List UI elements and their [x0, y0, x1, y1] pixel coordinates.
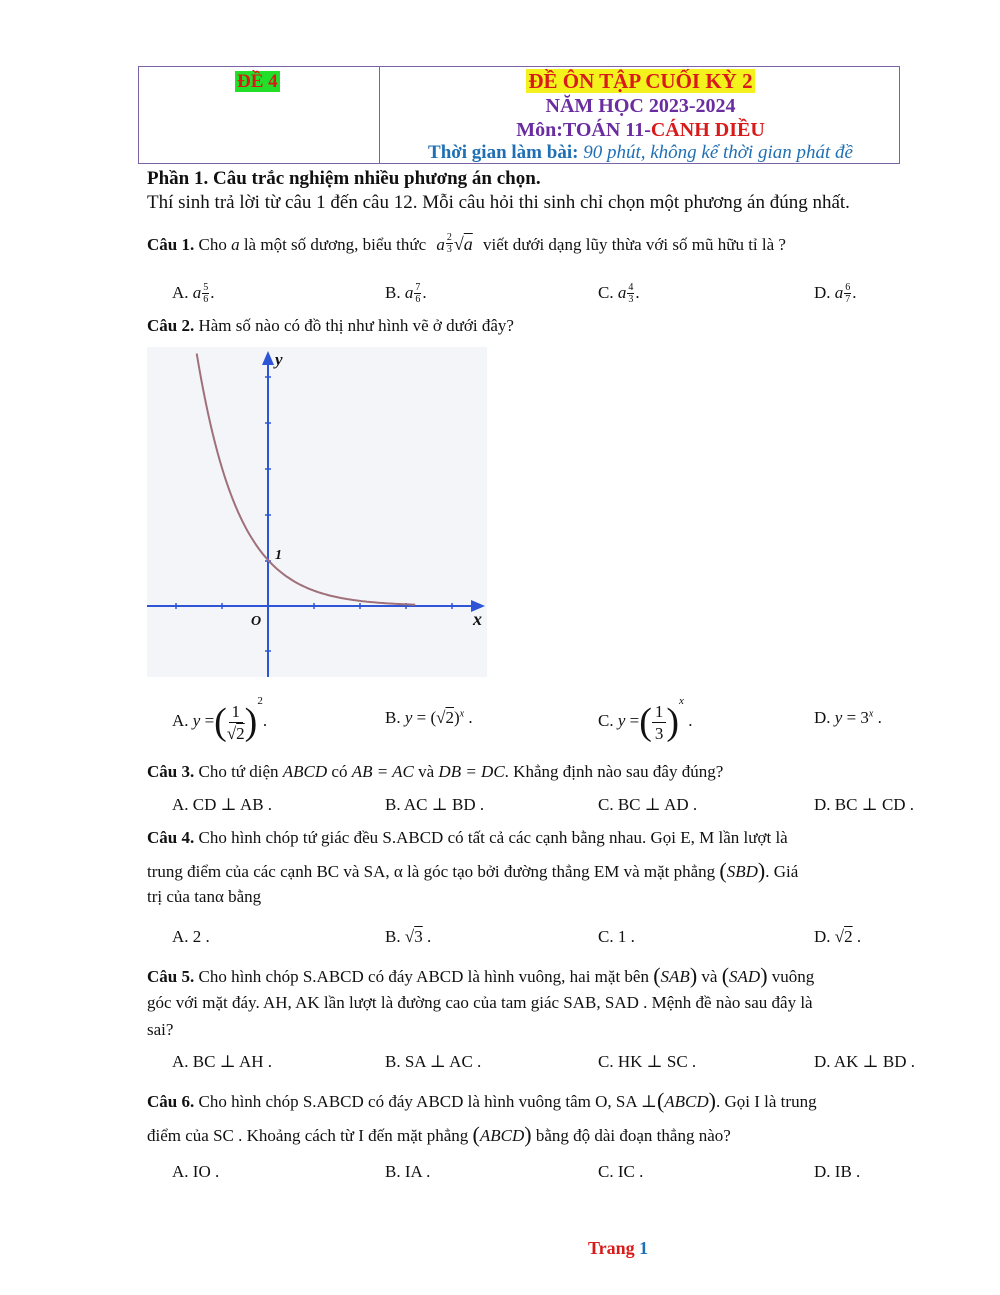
q1-expression: a $\frac{2}{3}$ √a: [436, 232, 473, 255]
q3-text-d: . Khẳng định nào sau đây đúng?: [504, 762, 724, 781]
q6-option-a[interactable]: A. IO .: [172, 1162, 220, 1181]
exam-title: ĐỀ ÔN TẬP CUỐI KỲ 2: [528, 69, 753, 93]
q4-line-1: Cho hình chóp tứ giác đều S.ABCD có tất cả các cạnh bằng nhau. Gọi E, M lần lượt là: [198, 828, 788, 847]
part1-title: Phần 1. Câu trắc nghiệm nhiều phương án chọn.: [147, 168, 541, 189]
y-axis-arrow: [262, 351, 274, 365]
q4-option-a[interactable]: A. 2 .: [172, 927, 210, 946]
q5-option-c[interactable]: C. HK ⊥ SC .: [598, 1052, 697, 1071]
exam-header-table: [138, 66, 900, 164]
graph-svg: [147, 347, 487, 677]
q5-option-b[interactable]: B. SA ⊥ AC .: [385, 1052, 482, 1071]
q5-and: và: [701, 967, 718, 986]
q3-cond-1: AB = AC: [351, 762, 414, 781]
q1-option-c[interactable]: C. a $\frac{4}{3}$ .: [598, 282, 640, 305]
intercept-label: 1: [275, 548, 282, 563]
q3-option-b[interactable]: B. AC ⊥ BD .: [385, 795, 485, 814]
question-1-label: Câu 1.: [147, 235, 195, 254]
q3-text-b: có: [331, 762, 348, 781]
q4-tail: . Giá: [765, 862, 799, 881]
time-label: Thời gian làm bài:: [428, 142, 579, 163]
question-4: [147, 828, 788, 848]
q3-shape: ABCD: [282, 762, 328, 781]
q5-plane-1: SAB: [660, 967, 690, 986]
question-5: Câu 5. Cho hình chóp S.ABCD có đáy ABCD là hình vuông, hai mặt bên (SAB) và (SAD) vuông: [147, 963, 815, 988]
q1-option-a[interactable]: A. a $\frac{5}{6}$ .: [172, 282, 215, 305]
question-6-label: Câu 6.: [147, 1092, 195, 1111]
q5-option-d[interactable]: D. AK ⊥ BD .: [814, 1052, 915, 1071]
q3-option-c[interactable]: C. BC ⊥ AD .: [598, 795, 698, 814]
q4-option-c[interactable]: C. 1 .: [598, 927, 635, 946]
question-6: Câu 6. Cho hình chóp S.ABCD có đáy ABCD là hình vuông tâm O, SA ⊥(ABCD). Gọi I là trung: [147, 1088, 817, 1113]
question-2-text: Hàm số nào có đồ thị như hình vẽ ở dưới đây?: [198, 316, 514, 335]
q1-option-d[interactable]: D. a $\frac{6}{7}$ .: [814, 282, 857, 305]
q5-tail: vuông: [771, 967, 815, 986]
q5-line-1: Cho hình chóp S.ABCD có đáy ABCD là hình vuông, hai mặt bên: [198, 967, 649, 986]
function-graph: [147, 347, 487, 677]
x-axis-label: x: [473, 609, 482, 629]
y-axis-label: y: [275, 350, 283, 369]
exponential-curve: [197, 354, 416, 605]
q5-line-2: góc với mặt đáy. AH, AK lần lượt là đường cao của tam giác SAB, SAD . Mệnh đề nào sau đây là: [147, 993, 813, 1012]
q2-option-b[interactable]: B. $y = (√2)^x$ .: [385, 708, 473, 727]
q6-option-d[interactable]: D. IB .: [814, 1162, 861, 1181]
question-5-label: Câu 5.: [147, 967, 195, 986]
part1-instruction: Thí sinh trả lời từ câu 1 đến câu 12. Mỗi câu hỏi thi sinh chỉ chọn một phương án đúng nhất.: [147, 192, 850, 213]
time-value: 90 phút, không kể thời gian phát đề: [583, 142, 853, 163]
question-2: [147, 316, 514, 336]
q6-plane-1: ABCD: [664, 1092, 709, 1111]
q4-option-d[interactable]: D. √2 .: [814, 927, 862, 946]
page-label: Trang: [588, 1238, 635, 1258]
q1-text-c: viết dưới dạng lũy thừa với số mũ hữu tỉ là ?: [483, 235, 786, 254]
question-4-label: Câu 4.: [147, 828, 195, 847]
q4-line-3: trị của tanα bằng: [147, 887, 262, 906]
subject-book: CÁNH DIỀU: [650, 119, 765, 141]
q2-option-c[interactable]: C. y =( $\frac{1}{3}$ )$^x$ .: [598, 695, 693, 744]
subject-prefix: Môn:TOÁN 11-: [516, 119, 651, 141]
question-2-label: Câu 2.: [147, 316, 195, 335]
exam-code: ĐỀ 4: [237, 71, 278, 92]
q3-text-c: và: [418, 762, 435, 781]
origin-label: O: [251, 614, 262, 629]
question-3-label: Câu 3.: [147, 762, 195, 781]
question-1: [147, 232, 786, 255]
q6-tail-1: . Gọi I là trung: [716, 1092, 817, 1111]
q3-cond-2: DB = DC: [438, 762, 505, 781]
q1-var: a: [231, 235, 240, 254]
page-footer: [588, 1238, 648, 1259]
page-number: 1: [639, 1238, 649, 1258]
q3-text-a: Cho tứ diện: [198, 762, 279, 781]
q5-option-a[interactable]: A. BC ⊥ AH .: [172, 1052, 273, 1071]
q3-option-a[interactable]: A. CD ⊥ AB .: [172, 795, 273, 814]
q6-line-2: điểm của SC . Khoảng cách từ I đến mặt phẳng: [147, 1126, 469, 1145]
q2-option-d[interactable]: D. $y = 3^x$ .: [814, 708, 882, 727]
q6-line-1: Cho hình chóp S.ABCD có đáy ABCD là hình vuông tâm O, SA ⊥: [198, 1092, 657, 1111]
q6-option-b[interactable]: B. IA .: [385, 1162, 431, 1181]
q2-option-a[interactable]: A. y =( $\frac{1}{√2}$ )$^2$.: [172, 695, 268, 744]
school-year: NĂM HỌC 2023-2024: [545, 95, 736, 117]
q3-option-d[interactable]: D. BC ⊥ CD .: [814, 795, 915, 814]
q6-line-2-row: điểm của SC . Khoảng cách từ I đến mặt phẳng (ABCD) bằng độ dài đoạn thẳng nào?: [147, 1122, 731, 1147]
q6-plane-2: ABCD: [479, 1126, 525, 1145]
q1-text-b: là một số dương, biểu thức: [243, 235, 427, 254]
q4-plane: SBD: [726, 862, 758, 881]
q4-line-2: trung điểm của các cạnh BC và SA, α là góc tạo bởi đường thẳng EM và mặt phẳng: [147, 862, 716, 881]
q1-option-b[interactable]: B. a $\frac{7}{6}$ .: [385, 282, 427, 305]
question-3: [147, 762, 723, 782]
q1-text-a: Cho: [198, 235, 227, 254]
q4-option-b[interactable]: B. √3 .: [385, 927, 432, 946]
q6-option-c[interactable]: C. IC .: [598, 1162, 644, 1181]
q5-plane-2: SAD: [729, 967, 761, 986]
q4-line-2-row: trung điểm của các cạnh BC và SA, α là góc tạo bởi đường thẳng EM và mặt phẳng (SBD). Giá: [147, 858, 799, 883]
q5-line-3: sai?: [147, 1020, 174, 1039]
q6-tail-2: bằng độ dài đoạn thẳng nào?: [535, 1126, 731, 1145]
